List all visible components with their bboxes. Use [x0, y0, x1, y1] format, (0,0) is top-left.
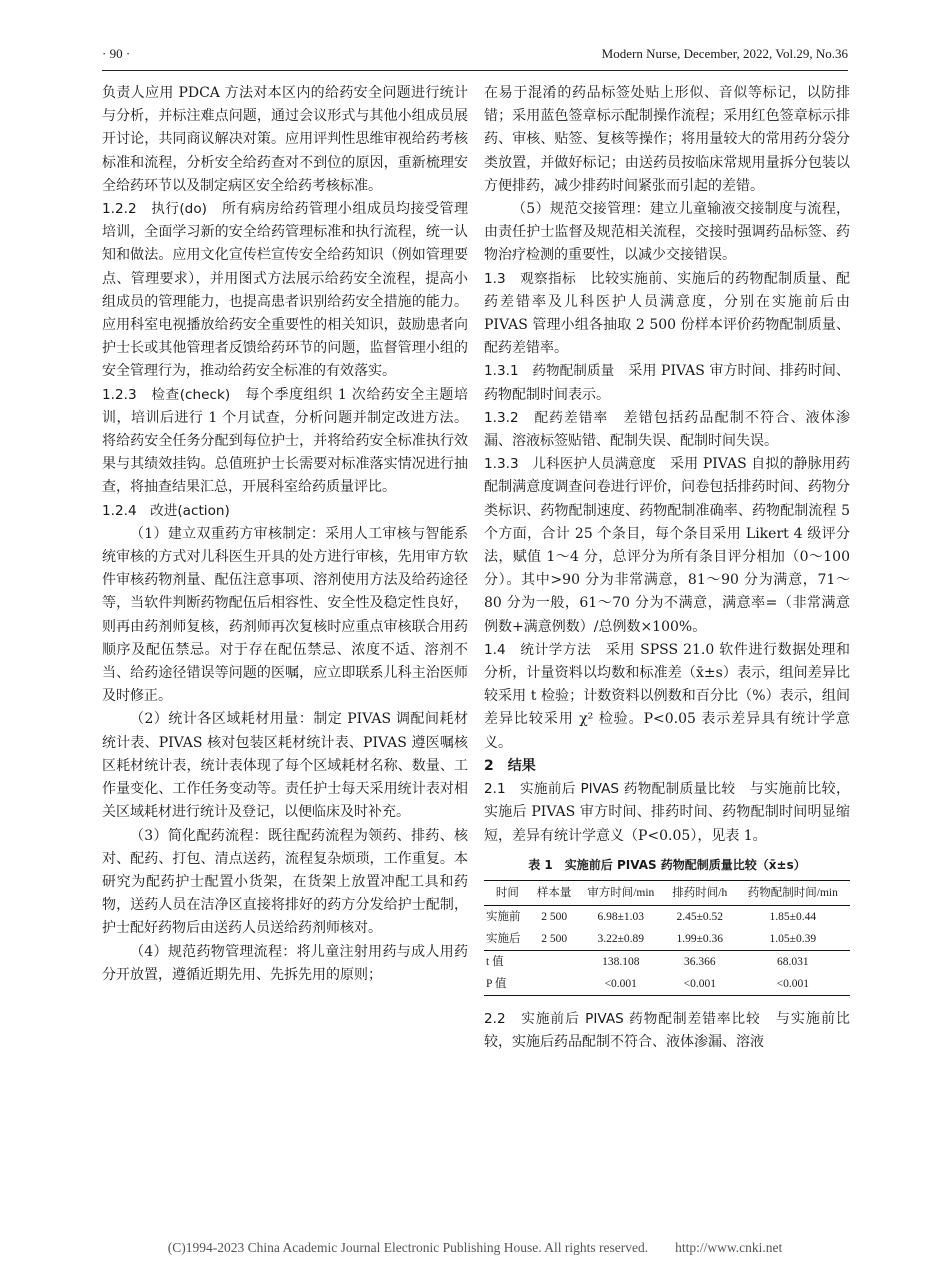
paragraph: 负责人应用 PDCA 方法对本区内的给药安全问题进行统计与分析，并标注难点问题，通过会议形式与其他小组成员展开讨论，共同商议解决对策。应用评判性思维审视给药考核标准和流程，分析安全给药查对不到位的原因，重新梳理安全给药环节以及制定病区安全给药考核标准。 [102, 85, 468, 194]
section-label: 1.3.1 药物配制质量 [484, 363, 615, 380]
table-header-row [484, 880, 850, 905]
table-cell [531, 973, 578, 996]
list-item: （3）简化配药流程：既往配药流程为领药、排药、核对、配药、打包、清点送药，流程复杂烦琐，工作重复。本研究为配药护士配置小货架，在货架上放置冲配工具和药物，送药人员在洁净区直接将排好的药方分发给护士配制，护士配好药物后由送药人员送给药剂师核对。 [102, 827, 468, 937]
section-1-2-4-heading [102, 500, 468, 523]
table-cell: 2 500 [541, 932, 568, 945]
table-cell: 实施前 [486, 910, 521, 923]
list-item: （1）建立双重药方审核制定：采用人工审核与智能系统审核的方式对儿科医生开具的处方进行审核，先用审方软件审核药物剂量、配伍注意事项、溶剂使用方法及给药途径等，当软件判断药物配伍后相容性、安全性及稳定性良好，则再由药剂师复核，药剂师再次复核时应重点审核联合用药顺序及配伍禁忌。对于存在配伍禁忌、浓度不适、溶剂不当、给药途径错误等问题的医嘱，应立即联系儿科主治医师及时修正。 [102, 525, 468, 705]
table-cell: 6.98±1.03 [597, 910, 645, 923]
list-item: （5）规范交接管理：建立儿童输液交接制度与流程，由责任护士监督及规范相关流程，交接时强调药品标签、药物治疗检测的重要性，以减少交接错误。 [484, 201, 850, 264]
section-1-3-1 [484, 360, 850, 406]
section-text: 采用 SPSS 21.0 软件进行数据处理和分析，计量资料以均数和标准差（x̄±s）表示，组间差异比较采用 t 检验；计数资料以例数和百分比（%）表示，组间差异比较采用 χ² 检验。P<0.05 表示差异具有统计学意义。 [484, 641, 850, 751]
section-1-3-2 [484, 407, 850, 453]
page-header [102, 44, 848, 68]
header-rule [102, 70, 848, 71]
paragraph: 在易于混淆的药品标签处贴上形似、音似等标记，以防排错；采用蓝色签章标示配制操作流程；采用红色签章标示排药、审核、贴签、复核等操作；将用量较大的常用药分袋分类放置，并做好标记；由送药员按临床常规用量拆分包装以方便排药，减少排药时间紧张而引起的差错。 [484, 85, 850, 194]
table-row [484, 905, 850, 928]
section-label: 1.2.4 改进(action) [102, 502, 230, 519]
section-1-3 [484, 268, 850, 361]
table-header-cell: 审方时间/min [578, 880, 664, 905]
table-cell: 实施后 [486, 932, 521, 945]
section-1-2-3 [102, 384, 468, 500]
section-2-2 [484, 1008, 850, 1054]
table-cell: 1.85±0.44 [769, 910, 817, 923]
table-caption: 表 1 实施前后 PIVAS 药物配制质量比较（x̄±s） [528, 857, 806, 872]
table-cell: P 值 [484, 973, 531, 996]
section-label: 1.2.3 检查(check) [102, 386, 231, 403]
table-cell: <0.001 [736, 973, 850, 996]
section-1-4 [484, 639, 850, 755]
table-cell: 2.45±0.52 [676, 910, 724, 923]
table-cell: <0.001 [578, 973, 664, 996]
table-cell: t 值 [484, 950, 531, 973]
copyright-footer: (C)1994-2023 China Academic Journal Electronic Publishing House. All rights reserved. http://www.cnki.net [167, 1240, 783, 1255]
section-text: 每个季度组织 1 次给药安全主题培训，培训后进行 1 个月试查，分析问题并制定改进方法。将给药安全任务分配到每位护士，并将给药安全标准执行效果与其绩效挂钩。总值班护士长需要对标准落实情况进行抽查，将抽查结果汇总，开展科室给药质量评比。 [102, 386, 468, 496]
table-cell: <0.001 [664, 973, 736, 996]
table-1 [484, 880, 850, 996]
left-column [102, 82, 468, 987]
table-row [484, 950, 850, 973]
section-text: 与实施前比较，实施后药品配制不符合、液体渗漏、溶液 [484, 1010, 851, 1050]
table-cell: 1.05±0.39 [769, 932, 817, 945]
section-label: 1.4 统计学方法 [484, 641, 592, 658]
section-label: 1.3 观察指标 [484, 270, 577, 287]
table-cell: 68.031 [736, 950, 850, 973]
section-text: 所有病房给药管理小组成员均接受管理培训，全面学习新的安全给药管理标准和执行流程，统一认知和做法。应用文化宣传栏宣传安全给药知识（例如管理要点、管理要求），并用图式方法展示给药安全流程，提高小组成员的管理能力，也提高患者识别给药安全措施的能力。应用科室电视播放给药安全重要性的相关知识，鼓励患者向护士长或其他管理者反馈给药环节的问题，监督管理小组的安全管理行为，推动给药安全标准的有效落实。 [102, 201, 468, 380]
table-cell: 3.22±0.89 [597, 932, 645, 945]
section-label: 1.2.2 执行(do) [102, 201, 207, 218]
page-number: · 90 · [102, 46, 131, 61]
section-text: 差错包括药品配制不符合、液体渗漏、溶液标签贴错、配制失误、配制时间失误。 [484, 409, 850, 450]
section-label: 2.1 实施前后 PIVAS 药物配制质量比较 [484, 781, 736, 798]
section-label: 2.2 实施前后 PIVAS 药物配制差错率比较 [484, 1010, 761, 1027]
journal-name: Modern Nurse, December, 2022, Vol.29, No.36 [601, 46, 848, 61]
table-row [484, 928, 850, 951]
section-text: 比较实施前、实施后的药物配制质量、配药差错率及儿科医护人员满意度，分别在实施前后由 PIVAS 管理小组各抽取 2 500 份样本评价药物配制质量、配药差错率。 [484, 270, 851, 357]
section-text: 采用 PIVAS 自拟的静脉用药配制满意度调查问卷进行评价，问卷包括排药时间、药物分类标识、药物配制速度、药物配制准确率、药物配制流程 5 个方面，合计 25 个条目，每个条目采用 Likert 4 级评分法，赋值 1～4 分，总评分为所有条目评分相加（0～100 分）。其中>90 分为非常满意，81～90 分为满意，71～80 分为一般，61～70 分为不满意，满意率=（非常满意例数+满意例数）/总例数×100%。 [484, 456, 850, 635]
right-column [484, 82, 850, 1054]
list-item: （4）规范药物管理流程：将儿童注射用药与成人用药分开放置，遵循近期先用、先拆先用的原则； [102, 943, 468, 983]
section-2-1 [484, 778, 850, 848]
section-label: 1.3.3 儿科医护人员满意度 [484, 456, 656, 473]
list-item: （2）统计各区域耗材用量：制定 PIVAS 调配间耗材统计表、PIVAS 核对包装区耗材统计表、PIVAS 遵医嘱核区耗材统计表，统计表体现了每个区域耗材名称、数量、工作量变化、工作任务变动等。责任护士每天采用统计表对相关区域耗材进行统计及登记，以便临床及时补充。 [102, 711, 468, 821]
table-header-cell: 时间 [484, 880, 531, 905]
table-cell [531, 950, 578, 973]
section-1-3-3 [484, 453, 850, 639]
section-1-2-2 [102, 198, 468, 384]
table-row [484, 973, 850, 996]
table-header-cell: 药物配制时间/min [736, 880, 850, 905]
table-header-cell: 排药时间/h [664, 880, 736, 905]
table-cell: 1.99±0.36 [676, 932, 724, 945]
section-2-heading: 2 结果 [484, 757, 536, 774]
section-text: 采用 PIVAS 审方时间、排药时间、药物配制时间表示。 [484, 363, 850, 403]
table-header-cell: 样本量 [531, 880, 578, 905]
table-cell: 138.108 [578, 950, 664, 973]
table-cell: 2 500 [541, 910, 568, 923]
table-cell: 36.366 [664, 950, 736, 973]
section-label: 1.3.2 配药差错率 [484, 409, 609, 426]
section-text: 与实施前比较，实施后 PIVAS 审方时间、排药时间、药物配制时间明显缩短，差异有统计学意义（P<0.05），见表 1。 [484, 781, 851, 844]
